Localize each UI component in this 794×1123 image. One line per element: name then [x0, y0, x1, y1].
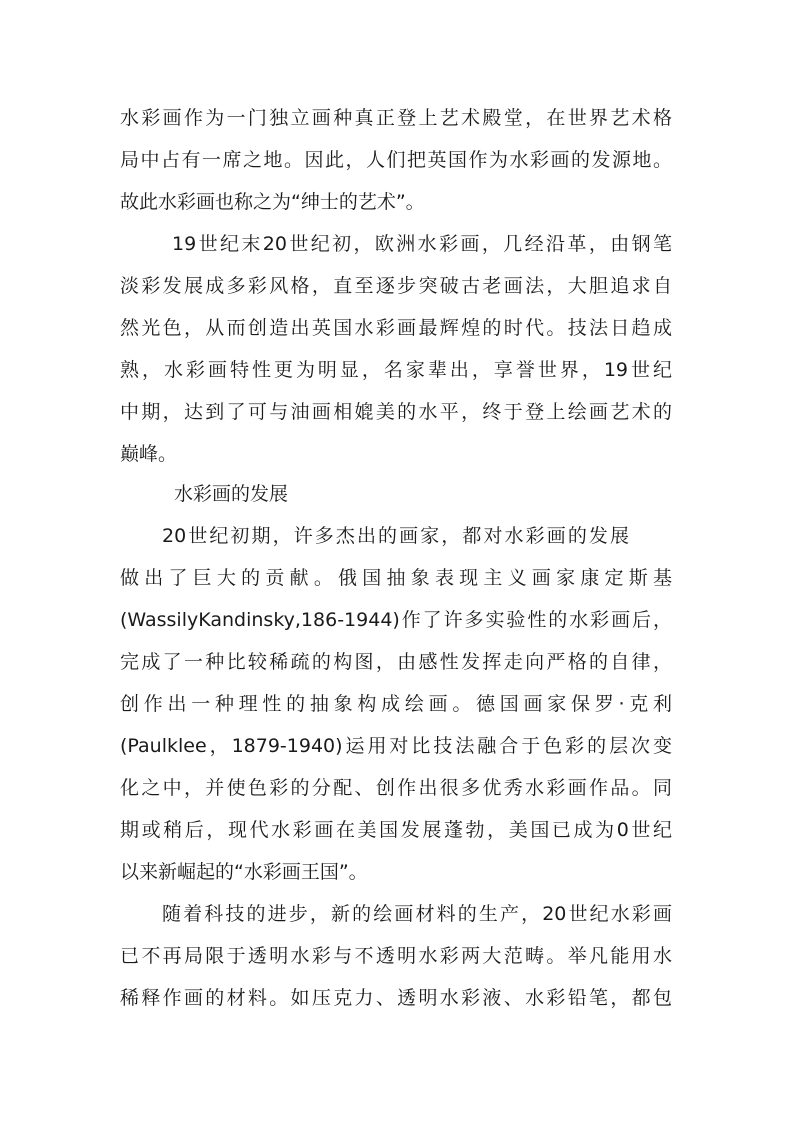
paragraph-4-line-3: 稀释作画的材料。如压克力、透明水彩液、水彩铅笔，都包: [120, 987, 672, 1009]
paragraph-3-line-7: 化之中，并使色彩的分配、创作出很多优秀水彩画作品。同: [120, 777, 672, 799]
paragraph-4-line-2: 已不再局限于透明水彩与不透明水彩两大范畴。举凡能用水: [120, 945, 672, 967]
paragraph-3-line-3: (WassilyKandinsky,186-1944)作了许多实验性的水彩画后，: [120, 609, 672, 631]
paragraph-1-line-3: 故此水彩画也称之为“绅士的艺术”。: [120, 191, 425, 213]
paragraph-3-line-8: 期或稍后，现代水彩画在美国发展蓬勃，美国已成为0世纪: [120, 819, 672, 841]
paragraph-1-line-1: 水彩画作为一门独立画种真正登上艺术殿堂，在世界艺术格: [120, 107, 672, 129]
paragraph-1-line-2: 局中占有一席之地。因此，人们把英国作为水彩画的发源地。: [120, 149, 672, 171]
section-heading: 水彩画的发展: [174, 483, 289, 505]
paragraph-2-line-3: 然光色，从而创造出英国水彩画最辉煌的时代。技法日趋成: [120, 317, 672, 339]
paragraph-2-line-4: 熟，水彩画特性更为明显，名家辈出，享誉世界，19世纪: [120, 359, 672, 381]
paragraph-4-line-1: 随着科技的进步，新的绘画材料的生产，20世纪水彩画: [162, 903, 672, 925]
paragraph-2-line-5: 中期，达到了可与油画相媲美的水平，终于登上绘画艺术的: [120, 401, 672, 423]
paragraph-2-line-6: 巅峰。: [120, 443, 178, 465]
paragraph-3-line-6: (Paulklee，1879-1940)运用对比技法融合于色彩的层次变: [120, 735, 672, 757]
paragraph-2-line-2: 淡彩发展成多彩风格，直至逐步突破古老画法，大胆追求自: [120, 275, 672, 297]
paragraph-3-line-4: 完成了一种比较稀疏的构图，由感性发挥走向严格的自律，: [120, 651, 672, 673]
paragraph-3-line-5: 创作出一种理性的抽象构成绘画。德国画家保罗·克利: [120, 693, 672, 715]
paragraph-3-line-1: 20世纪初期，许多杰出的画家，都对水彩画的发展: [162, 525, 629, 547]
paragraph-3-line-9: 以来新崛起的“水彩画王国”。: [120, 861, 368, 883]
paragraph-3-line-2: 做出了巨大的贡献。俄国抽象表现主义画家康定斯基: [120, 567, 672, 589]
paragraph-2-line-1: 19世纪末20世纪初，欧洲水彩画，几经沿革，由钢笔: [172, 233, 672, 255]
